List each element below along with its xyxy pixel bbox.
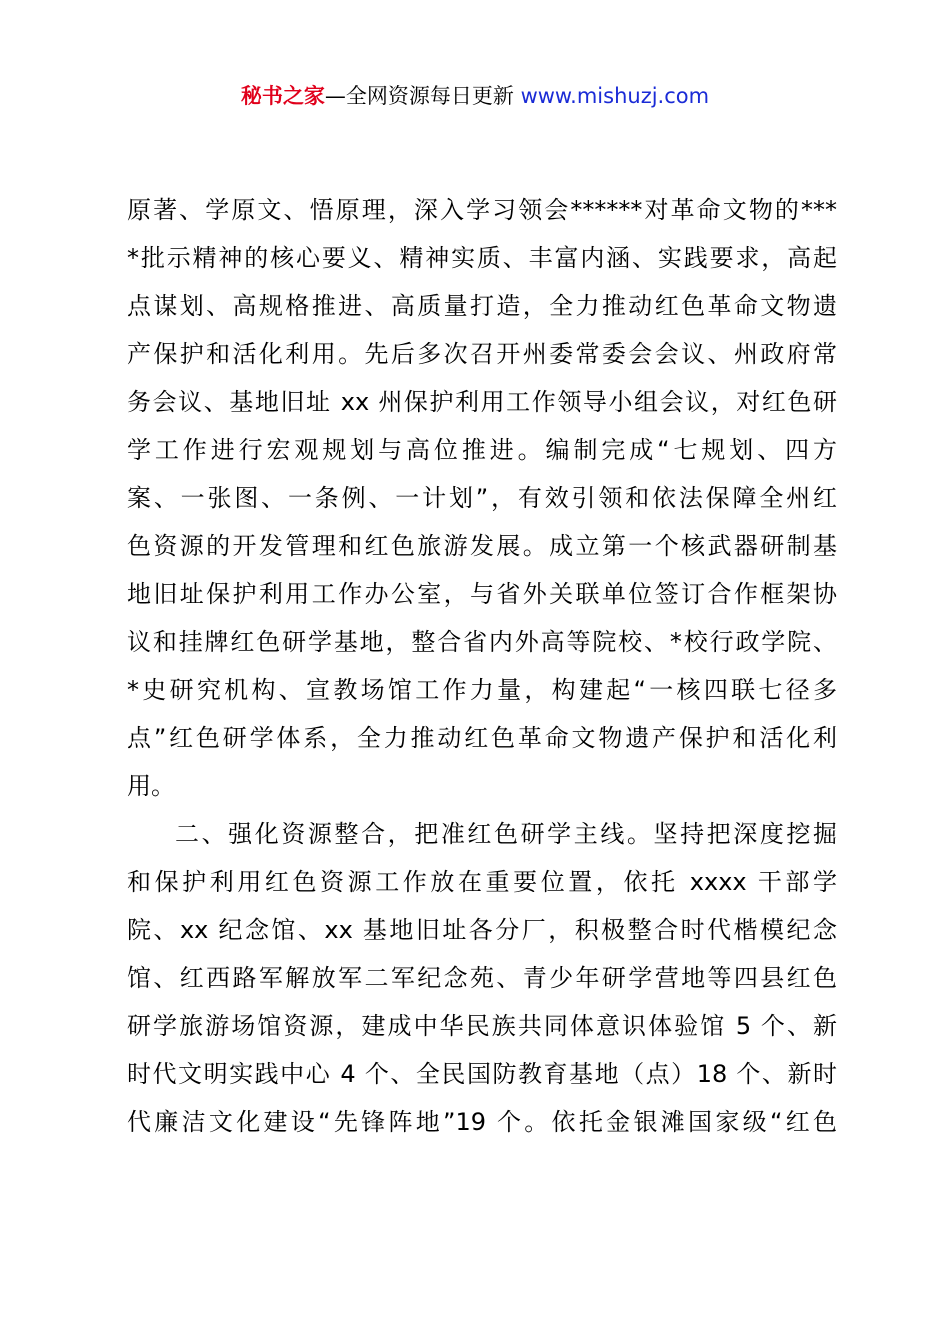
body-line: 和保护利用红色资源工作放在重要位置，依托 xxxx 干部学 xyxy=(127,868,837,896)
body-line: 院、xx 纪念馆、xx 基地旧址各分厂，积极整合时代楷模纪念 xyxy=(127,916,837,944)
body-line: 时代文明实践中心 4 个、全民国防教育基地（点）18 个、新时 xyxy=(127,1060,837,1088)
document-body xyxy=(127,186,837,1146)
section-heading-line: 二、强化资源整合，把准红色研学主线。坚持把深度挖掘 xyxy=(175,820,837,848)
body-line: 产保护和活化利用。先后多次召开州委常委会会议、州政府常 xyxy=(127,340,837,368)
body-line: 用。 xyxy=(127,772,175,800)
body-line: 代廉洁文化建设“先锋阵地”19 个。依托金银滩国家级“红色 xyxy=(127,1108,837,1136)
body-line: 议和挂牌红色研学基地，整合省内外高等院校、*校行政学院、 xyxy=(127,628,837,656)
body-line: 地旧址保护利用工作办公室，与省外关联单位签订合作框架协 xyxy=(127,580,837,608)
body-line: 案、一张图、一条例、一计划”，有效引领和依法保障全州红 xyxy=(127,484,837,512)
body-line: 原著、学原文、悟原理，深入学习领会******对革命文物的*** xyxy=(127,196,837,224)
body-line: *批示精神的核心要义、精神实质、丰富内涵、实践要求，高起 xyxy=(127,244,837,272)
header-url-link[interactable]: www.mishuzj.com xyxy=(520,84,710,108)
body-line: 馆、红西路军解放军二军纪念苑、青少年研学营地等四县红色 xyxy=(127,964,837,992)
body-line: 点谋划、高规格推进、高质量打造，全力推动红色革命文物遗 xyxy=(127,292,837,320)
brand-name: 秘书之家 xyxy=(240,84,325,108)
header-tagline: —全网资源每日更新 xyxy=(324,84,514,108)
body-line: 学工作进行宏观规划与高位推进。编制完成“七规划、四方 xyxy=(127,436,837,464)
body-line: 色资源的开发管理和红色旅游发展。成立第一个核武器研制基 xyxy=(127,532,837,560)
body-line: 研学旅游场馆资源，建成中华民族共同体意识体验馆 5 个、新 xyxy=(127,1012,837,1040)
body-line: 点”红色研学体系，全力推动红色革命文物遗产保护和活化利 xyxy=(127,724,837,752)
body-line: 务会议、基地旧址 xx 州保护利用工作领导小组会议，对红色研 xyxy=(127,388,837,416)
body-line: *史研究机构、宣教场馆工作力量，构建起“一核四联七径多 xyxy=(127,676,837,704)
page-header xyxy=(0,80,950,112)
